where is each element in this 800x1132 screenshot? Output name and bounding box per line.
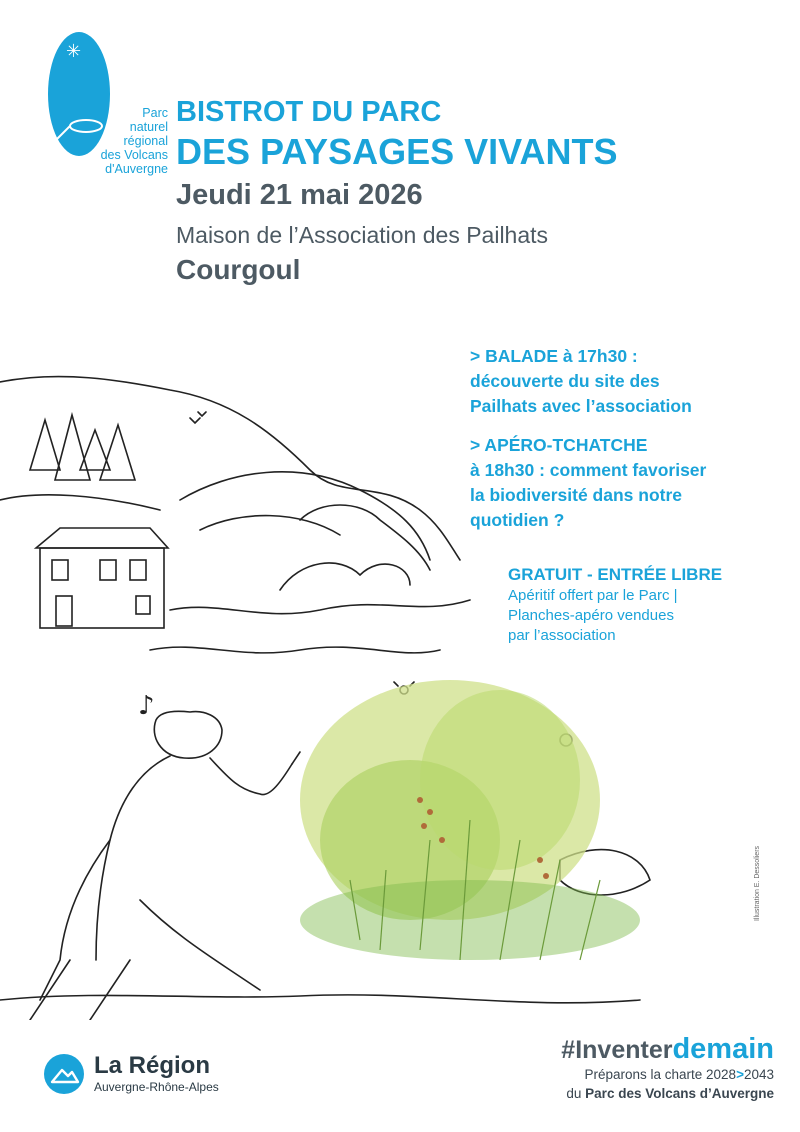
event-info [508, 564, 788, 646]
footer-charter-line [444, 1065, 774, 1084]
event-date: Jeudi 21 mai 2026 [176, 179, 423, 211]
event-title-line1: BISTROT DU PARC [176, 96, 442, 128]
footer-park-line [444, 1084, 774, 1103]
event-venue: Maison de l’Association des Pailhats [176, 222, 549, 248]
info-line: par l’association [508, 627, 616, 644]
region-logo [44, 1050, 264, 1098]
info-line: Planches-apéro vendues [508, 607, 674, 624]
hashtag-small: #Inventer [561, 1036, 673, 1064]
hashtag-big: demain [672, 1033, 774, 1065]
logo-line: régional [123, 134, 168, 148]
chevron-right-icon: > [736, 1067, 744, 1082]
balade-line: Pailhats avec l’association [470, 396, 692, 416]
apero-line: > APÉRO-TCHATCHE [470, 435, 648, 455]
illustration-credit [754, 830, 776, 940]
charter-prefix: Préparons la charte 2028 [584, 1067, 737, 1082]
apero-block [470, 433, 790, 533]
music-note-icon: ♪ [138, 691, 155, 721]
region-logo-icon [44, 1054, 84, 1094]
region-name: La Région [94, 1052, 211, 1079]
park-logo-text [72, 106, 168, 176]
charter-suffix: 2043 [743, 1067, 774, 1082]
program [470, 344, 790, 547]
logo-line: Parc [142, 106, 168, 120]
park-prefix: du [566, 1086, 586, 1101]
apero-line: à 18h30 : comment favoriser [470, 460, 707, 480]
info-line: Apéritif offert par le Parc | [508, 587, 678, 604]
park-name: Parc des Volcans d’Auvergne [585, 1086, 774, 1101]
event-header [176, 96, 776, 286]
credit-text: Illustration E. Dessoliers [754, 845, 762, 922]
balade-line: découverte du site des [470, 371, 660, 391]
mountain-icon [44, 1054, 84, 1094]
balade-block [470, 344, 790, 419]
region-sub: Auvergne-Rhône-Alpes [94, 1080, 219, 1094]
logo-line: des Volcans [100, 148, 168, 162]
star-icon: ✳ [66, 41, 82, 61]
apero-line: la biodiversité dans notre [470, 485, 682, 505]
logo-line: naturel [129, 120, 168, 134]
apero-line: quotidien ? [470, 510, 565, 530]
balade-line: > BALADE à 17h30 : [470, 346, 638, 366]
bush [300, 680, 640, 960]
info-title: GRATUIT - ENTRÉE LIBRE [508, 565, 723, 584]
event-town: Courgoul [176, 254, 301, 285]
hashtag [444, 1034, 774, 1065]
event-title-line2: DES PAYSAGES VIVANTS [176, 131, 618, 172]
park-logo [48, 32, 168, 202]
logo-line: d'Auvergne [105, 162, 168, 176]
footer-right [444, 1034, 774, 1103]
